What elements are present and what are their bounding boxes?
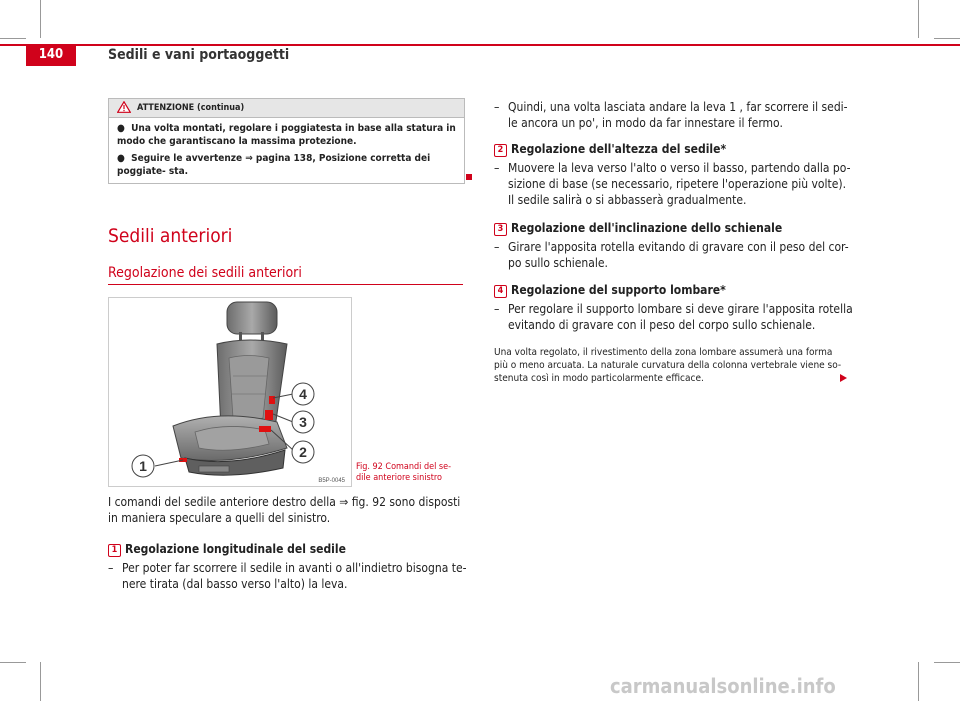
sub-title-rule — [108, 284, 463, 285]
step-heading-2: 2 Regolazione dell'altezza del sedile* — [494, 141, 726, 157]
svg-text:3: 3 — [299, 414, 307, 430]
callout-2 — [292, 441, 314, 463]
warning-header — [109, 99, 464, 118]
crop-mark — [918, 0, 919, 38]
crop-mark — [0, 662, 26, 663]
crop-mark — [40, 0, 41, 38]
callout-1 — [132, 455, 154, 477]
svg-text:1: 1 — [139, 458, 147, 474]
warning-box — [108, 98, 465, 184]
crop-mark — [0, 38, 26, 39]
step-heading-3: 3 Regolazione dell'inclinazione dello schienale — [494, 220, 782, 236]
lumbar-note: Una volta regolato, il rivestimento della zona lombare assumerà una forma più o meno arcuata. La naturale curvatura della colonna vertebrale viene so- stenuta così in modo particolarmente efficace. — [494, 347, 842, 384]
callout-3 — [292, 411, 314, 433]
watermark: carmanualsonline.info — [610, 674, 836, 698]
crop-mark — [934, 662, 960, 663]
step-number-badge: 4 — [494, 285, 507, 298]
step-number-badge: 2 — [494, 144, 507, 157]
warning-item: ● Seguire le avvertenze ⇒ pagina 138, Posizione corretta dei poggiate- sta. — [117, 153, 431, 177]
crop-mark — [40, 662, 41, 701]
step-number-badge: 1 — [108, 544, 121, 557]
sub-title: Regolazione dei sedili anteriori — [108, 265, 302, 281]
svg-text:4: 4 — [299, 386, 307, 402]
figure-code: B5P-0045 — [318, 478, 345, 484]
svg-text:2: 2 — [299, 444, 307, 460]
header-rule — [0, 44, 960, 46]
step-heading-4: 4 Regolazione del supporto lombare* — [494, 282, 726, 298]
crop-mark — [918, 662, 919, 701]
section-title: Sedili anteriori — [108, 225, 233, 247]
step-number-badge: 3 — [494, 223, 507, 236]
continue-arrow-icon — [840, 374, 847, 382]
crop-mark — [934, 38, 960, 39]
page-number: 140 — [26, 44, 76, 66]
figure-caption: Fig. 92 Comandi del se- dile anteriore sinistro — [356, 462, 452, 483]
intro-paragraph: I comandi del sedile anteriore destro della ⇒ fig. 92 sono disposti in maniera speculare a quelli del sinistro. — [108, 495, 461, 525]
running-header: Sedili e vani portaoggetti — [108, 47, 290, 63]
warning-item: ● Una volta montati, regolare i poggiatesta in base alla statura in modo che garantiscano la massima protezione. — [117, 123, 456, 147]
section-end-marker — [466, 174, 472, 180]
warning-title: ATTENZIONE (continua) — [137, 103, 245, 113]
step-heading-1: 1 Regolazione longitudinale del sedile — [108, 541, 346, 557]
car-seat-illustration — [109, 298, 351, 486]
seat-figure — [108, 297, 352, 487]
warning-icon — [117, 101, 131, 113]
callout-4 — [292, 383, 314, 405]
